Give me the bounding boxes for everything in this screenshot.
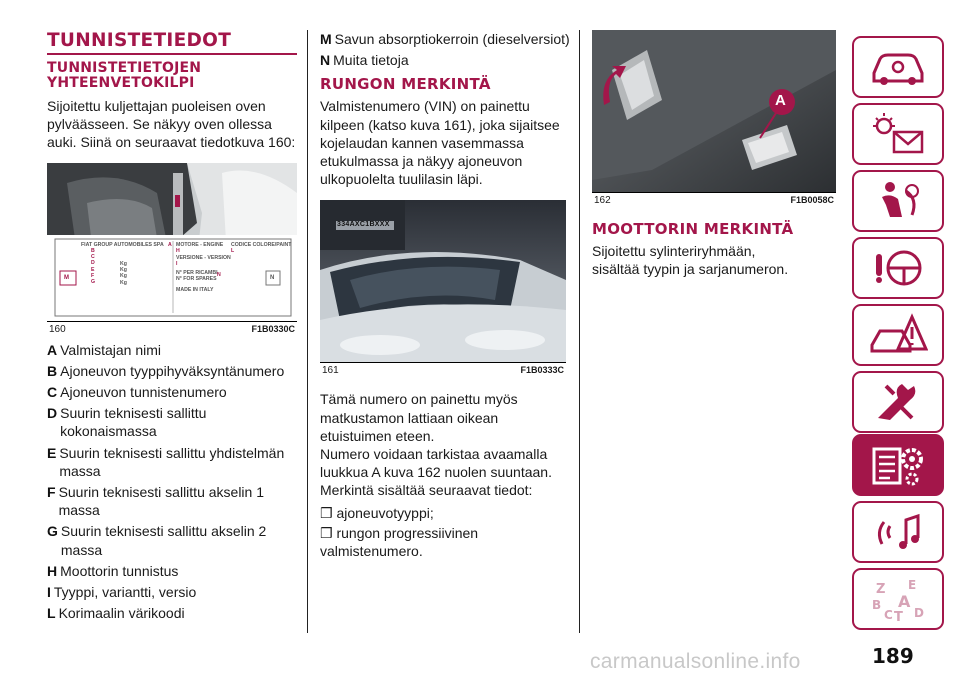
plate-letter-n: N (217, 271, 221, 278)
figure-161-image (320, 200, 566, 362)
warning-light-icon (868, 110, 928, 158)
figure-code: F1B0330C (251, 323, 295, 334)
tab-index[interactable] (852, 568, 944, 630)
plate-letters-bcdefg: B C D E F G (91, 247, 96, 286)
list-item: E Suurin teknisesti sallittu yhdistelmän massa (47, 444, 285, 479)
svg-text:Z: Z (876, 582, 886, 597)
figure-161 (320, 200, 566, 376)
tab-safety[interactable] (852, 170, 944, 232)
list-item: D Suurin teknisesti sallittu kokonaismassa (47, 405, 207, 440)
steering-wheel-icon (868, 244, 928, 292)
figure-number: 160 (49, 323, 66, 335)
floor-paragraph: Tämä numero on painettu myös matkustamon lattiaan oikean etuistuimen eteen. (320, 391, 518, 444)
plate-n-box: N (270, 274, 275, 281)
figure-162-caption (592, 192, 836, 206)
plate-code-header: CODICE COLORE/PAINT (231, 241, 292, 248)
plate-letter-l: L (231, 247, 235, 254)
list-item: N Muita tietoja (320, 52, 409, 69)
column-2 (320, 30, 572, 562)
title-rule (47, 53, 297, 55)
list-item: C Ajoneuvon tunnistenumero (47, 384, 227, 401)
list-item: M Savun absorptiokerroin (dieselversiot) (320, 31, 570, 47)
watermark: carmanualsonline.info (590, 650, 801, 673)
callout-a: A (775, 92, 786, 109)
figure-161-caption (320, 362, 566, 376)
vin-label: 334AXC1BXXX (337, 221, 390, 229)
legend-list (47, 341, 297, 623)
tab-multimedia[interactable] (852, 501, 944, 563)
plate-labels (47, 235, 297, 321)
list-item: F Suurin teknisesti sallittu akselin 1 massa (47, 484, 264, 519)
tab-maintenance[interactable] (852, 371, 944, 433)
tab-car-dashboard[interactable] (852, 36, 944, 98)
wrench-icon (868, 378, 928, 426)
page-number: 189 (872, 644, 914, 668)
tab-technical-data[interactable] (852, 434, 944, 496)
tab-emergency[interactable] (852, 304, 944, 366)
figure-number: 161 (322, 365, 339, 377)
svg-text:E: E (908, 578, 917, 592)
engine-heading: MOOTTORIN MERKINTÄ (592, 220, 794, 238)
breakdown-icon (868, 311, 928, 359)
list-item: L Korimaalin värikoodi (47, 605, 185, 622)
airbag-icon (868, 177, 928, 225)
vin-paragraph: Valmistenumero (VIN) on painettu kilpeen (katso kuva 161), joka sijaitsee kojelaudan kannen vasemmassa etukulmassa ja näkyy ajoneuvon ulkopuolelta tuulilasin läpi. (320, 98, 560, 188)
list-item: H Moottorin tunnistus (47, 562, 179, 579)
svg-text:B: B (872, 598, 882, 612)
figure-code: F1B0333C (520, 365, 564, 376)
plate-right-header: MOTORE - ENGINE (176, 241, 224, 248)
figure-162-image (592, 30, 836, 192)
technical-data-icon (868, 441, 928, 489)
subsection-title-line1: TUNNISTETIETOJEN (47, 60, 202, 76)
svg-text:D: D (914, 606, 924, 620)
engine-paragraph: Sijoitettu sylinteriryhmään, sisältää tyypin ja sarjanumeron. (592, 243, 789, 278)
plate-letter-i: I (176, 260, 178, 267)
figure-160 (47, 163, 297, 335)
list-item: B Ajoneuvon tyyppihyväksyntänumero (47, 362, 285, 379)
figure-160-caption (47, 321, 297, 335)
plate-version: VERSIONE - VERSION (176, 254, 231, 261)
plate-left-header: FIAT GROUP AUTOMOBILES SPA (81, 241, 164, 248)
section-title: TUNNISTETIEDOT (47, 30, 232, 51)
column-3 (592, 30, 838, 278)
chassis-heading: RUNGON MERKINTÄ (320, 75, 491, 94)
floor-hatch-illustration (592, 30, 836, 192)
bullet-item: ❒ rungon progressiivinen valmistenumero. (320, 524, 479, 560)
column-divider (307, 30, 308, 633)
index-icon (868, 575, 928, 623)
figure-code: F1B0058C (790, 195, 834, 205)
plate-m-box: M (64, 274, 69, 281)
car-icon (868, 43, 928, 91)
column-divider (579, 30, 580, 633)
list-item: G Suurin teknisesti sallittu akselin 2 massa (47, 523, 267, 558)
contents-paragraph: Merkintä sisältää seuraavat tiedot: (320, 482, 533, 499)
check-paragraph: Numero voidaan tarkistaa avaamalla luukkua A kuva 162 nuolen suuntaan. (320, 446, 552, 481)
list-item: A Valmistajan nimi (47, 341, 162, 358)
plate-letter-h: H (176, 247, 180, 254)
svg-text:C: C (884, 608, 893, 622)
svg-text:A: A (898, 592, 911, 611)
multimedia-icon (868, 508, 928, 556)
bullet-item: ❒ ajoneuvotyyppi; (320, 504, 434, 521)
plate-kg: Kg Kg Kg Kg (120, 260, 127, 286)
tab-warning-lights[interactable] (852, 103, 944, 165)
figure-number: 162 (594, 195, 611, 206)
plate-spares: N° FOR SPARES (176, 275, 217, 282)
figure-160-image (47, 163, 297, 321)
column-1 (47, 30, 297, 625)
subsection-title-line2: YHTEENVETOKILPI (47, 75, 195, 91)
plate-ricambi: N° PER RICAMBI (176, 269, 218, 276)
svg-text:T: T (894, 610, 903, 623)
plate-made-in: MADE IN ITALY (176, 286, 214, 293)
tab-starting-driving[interactable] (852, 237, 944, 299)
plate-letter-a: A (168, 241, 172, 248)
figure-162 (592, 30, 836, 206)
intro-text: Sijoitettu kuljettajan puoleisen oven pylväässeen. Se näkyy oven ollessa auki. Siinä on seuraavat tiedotkuva 160: (47, 98, 296, 151)
list-item: I Tyyppi, variantti, versio (47, 584, 197, 601)
